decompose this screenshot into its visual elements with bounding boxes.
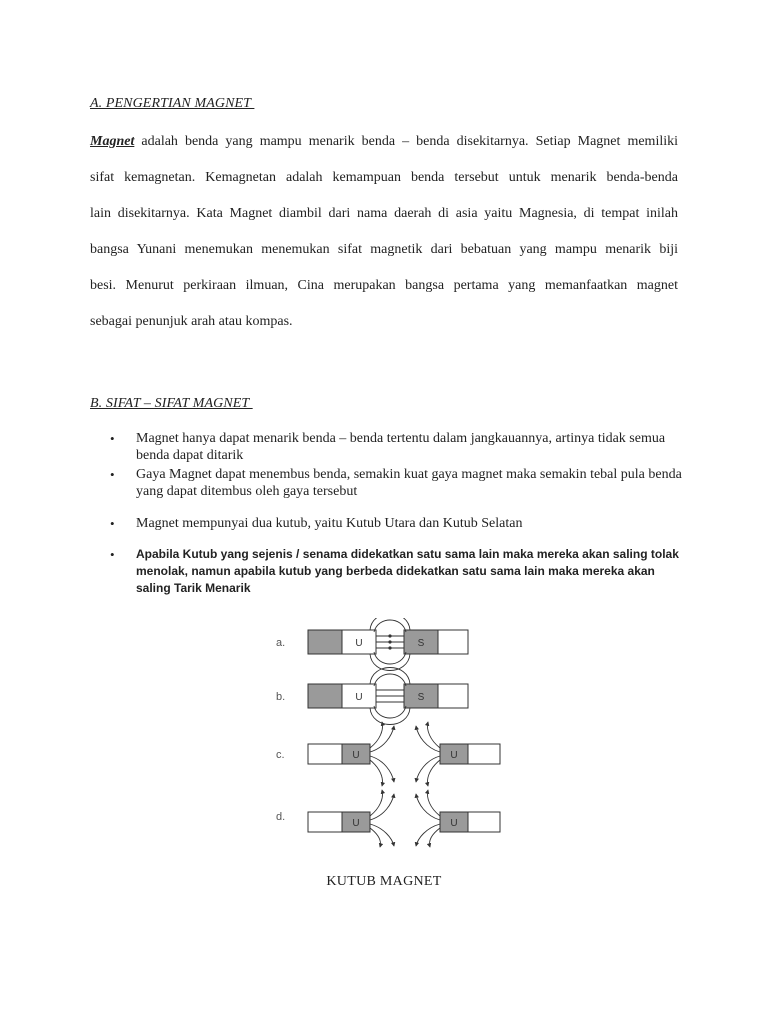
figure-caption: KUTUB MAGNET [326,874,442,889]
repulsion-field-lines [370,722,440,786]
paragraph-line: besi. Menurut perkiraan ilmuan, Cina merupakan bangsa pertama yang memanfaatkan magnet [90,278,678,293]
paragraph-line: bangsa Yunani menemukan menemukan sifat magnetik dari bebatuan yang mampu menarik biji [90,242,678,257]
list-item-text: Apabila Kutub yang sejenis / senama didekatkan satu sama lain maka mereka akan saling tolak menolak, namun apabila kutub yang berbeda didekatkan satu sama lain maka mereka akan saling Tarik Menarik [136,547,679,595]
magnet-bar-white [308,812,342,832]
pole-label: U [450,818,458,829]
pole-label: U [352,750,360,761]
list-item [110,546,690,597]
list-item [110,466,690,500]
magnet-bar-shaded [308,684,342,708]
magnet-bar-white [438,630,468,654]
bullet-icon: • [110,467,115,482]
magnet-bar-white [468,744,500,764]
section-a-paragraph [90,124,678,340]
figure-row-label: a. [276,637,286,649]
magnet-bar-white [468,812,500,832]
bullet-icon: • [110,516,115,531]
pole-label: U [352,818,360,829]
magnet-bar-white [438,684,468,708]
pole-label: U [355,638,363,649]
section-a-heading: A. PENGERTIAN MAGNET [90,96,255,111]
pole-label: U [355,692,363,703]
paragraph-line-text: adalah benda yang mampu menarik benda – benda disekitarnya. Setiap Magnet memiliki [134,134,678,149]
pole-label: U [450,750,458,761]
list-item [110,515,690,532]
attraction-field-lines [370,668,410,725]
paragraph-line: sifat kemagnetan. Kemagnetan adalah kemampuan benda tersebut untuk menarik benda-benda [90,170,678,185]
pole-label: S [417,638,425,649]
paragraph-line: sebagai penunjuk arah atau kompas. [90,314,293,329]
paragraph-line: lain disekitarnya. Kata Magnet diambil dari nama daerah di asia yaitu Magnesia, di tempat inilah [90,206,678,221]
pole-label: S [417,692,425,703]
magnet-bar-shaded [308,630,342,654]
section-b-heading: B. SIFAT – SIFAT MAGNET [90,396,253,411]
magnet-poles-figure [270,618,510,848]
list-item-text: Gaya Magnet dapat menembus benda, semakin kuat gaya magnet maka semakin tebal pula benda yang dapat ditembus oleh gaya tersebut [136,467,682,499]
figure-row-label: c. [276,749,285,761]
figure-row-label: b. [276,691,286,703]
magnet-bar-white [308,744,342,764]
repulsion-field-lines [370,790,440,847]
list-item-text: Magnet mempunyai dua kutub, yaitu Kutub Utara dan Kutub Selatan [136,516,523,531]
list-item [110,430,690,464]
list-item-text: Magnet hanya dapat menarik benda – benda tertentu dalam jangkauannya, artinya tidak semua benda dapat ditarik [136,431,666,463]
paragraph-line [90,124,678,160]
bullet-icon: • [110,547,115,562]
magnet-keyword: Magnet [90,134,135,149]
bullet-icon: • [110,431,115,446]
figure-row-label: d. [276,811,286,823]
